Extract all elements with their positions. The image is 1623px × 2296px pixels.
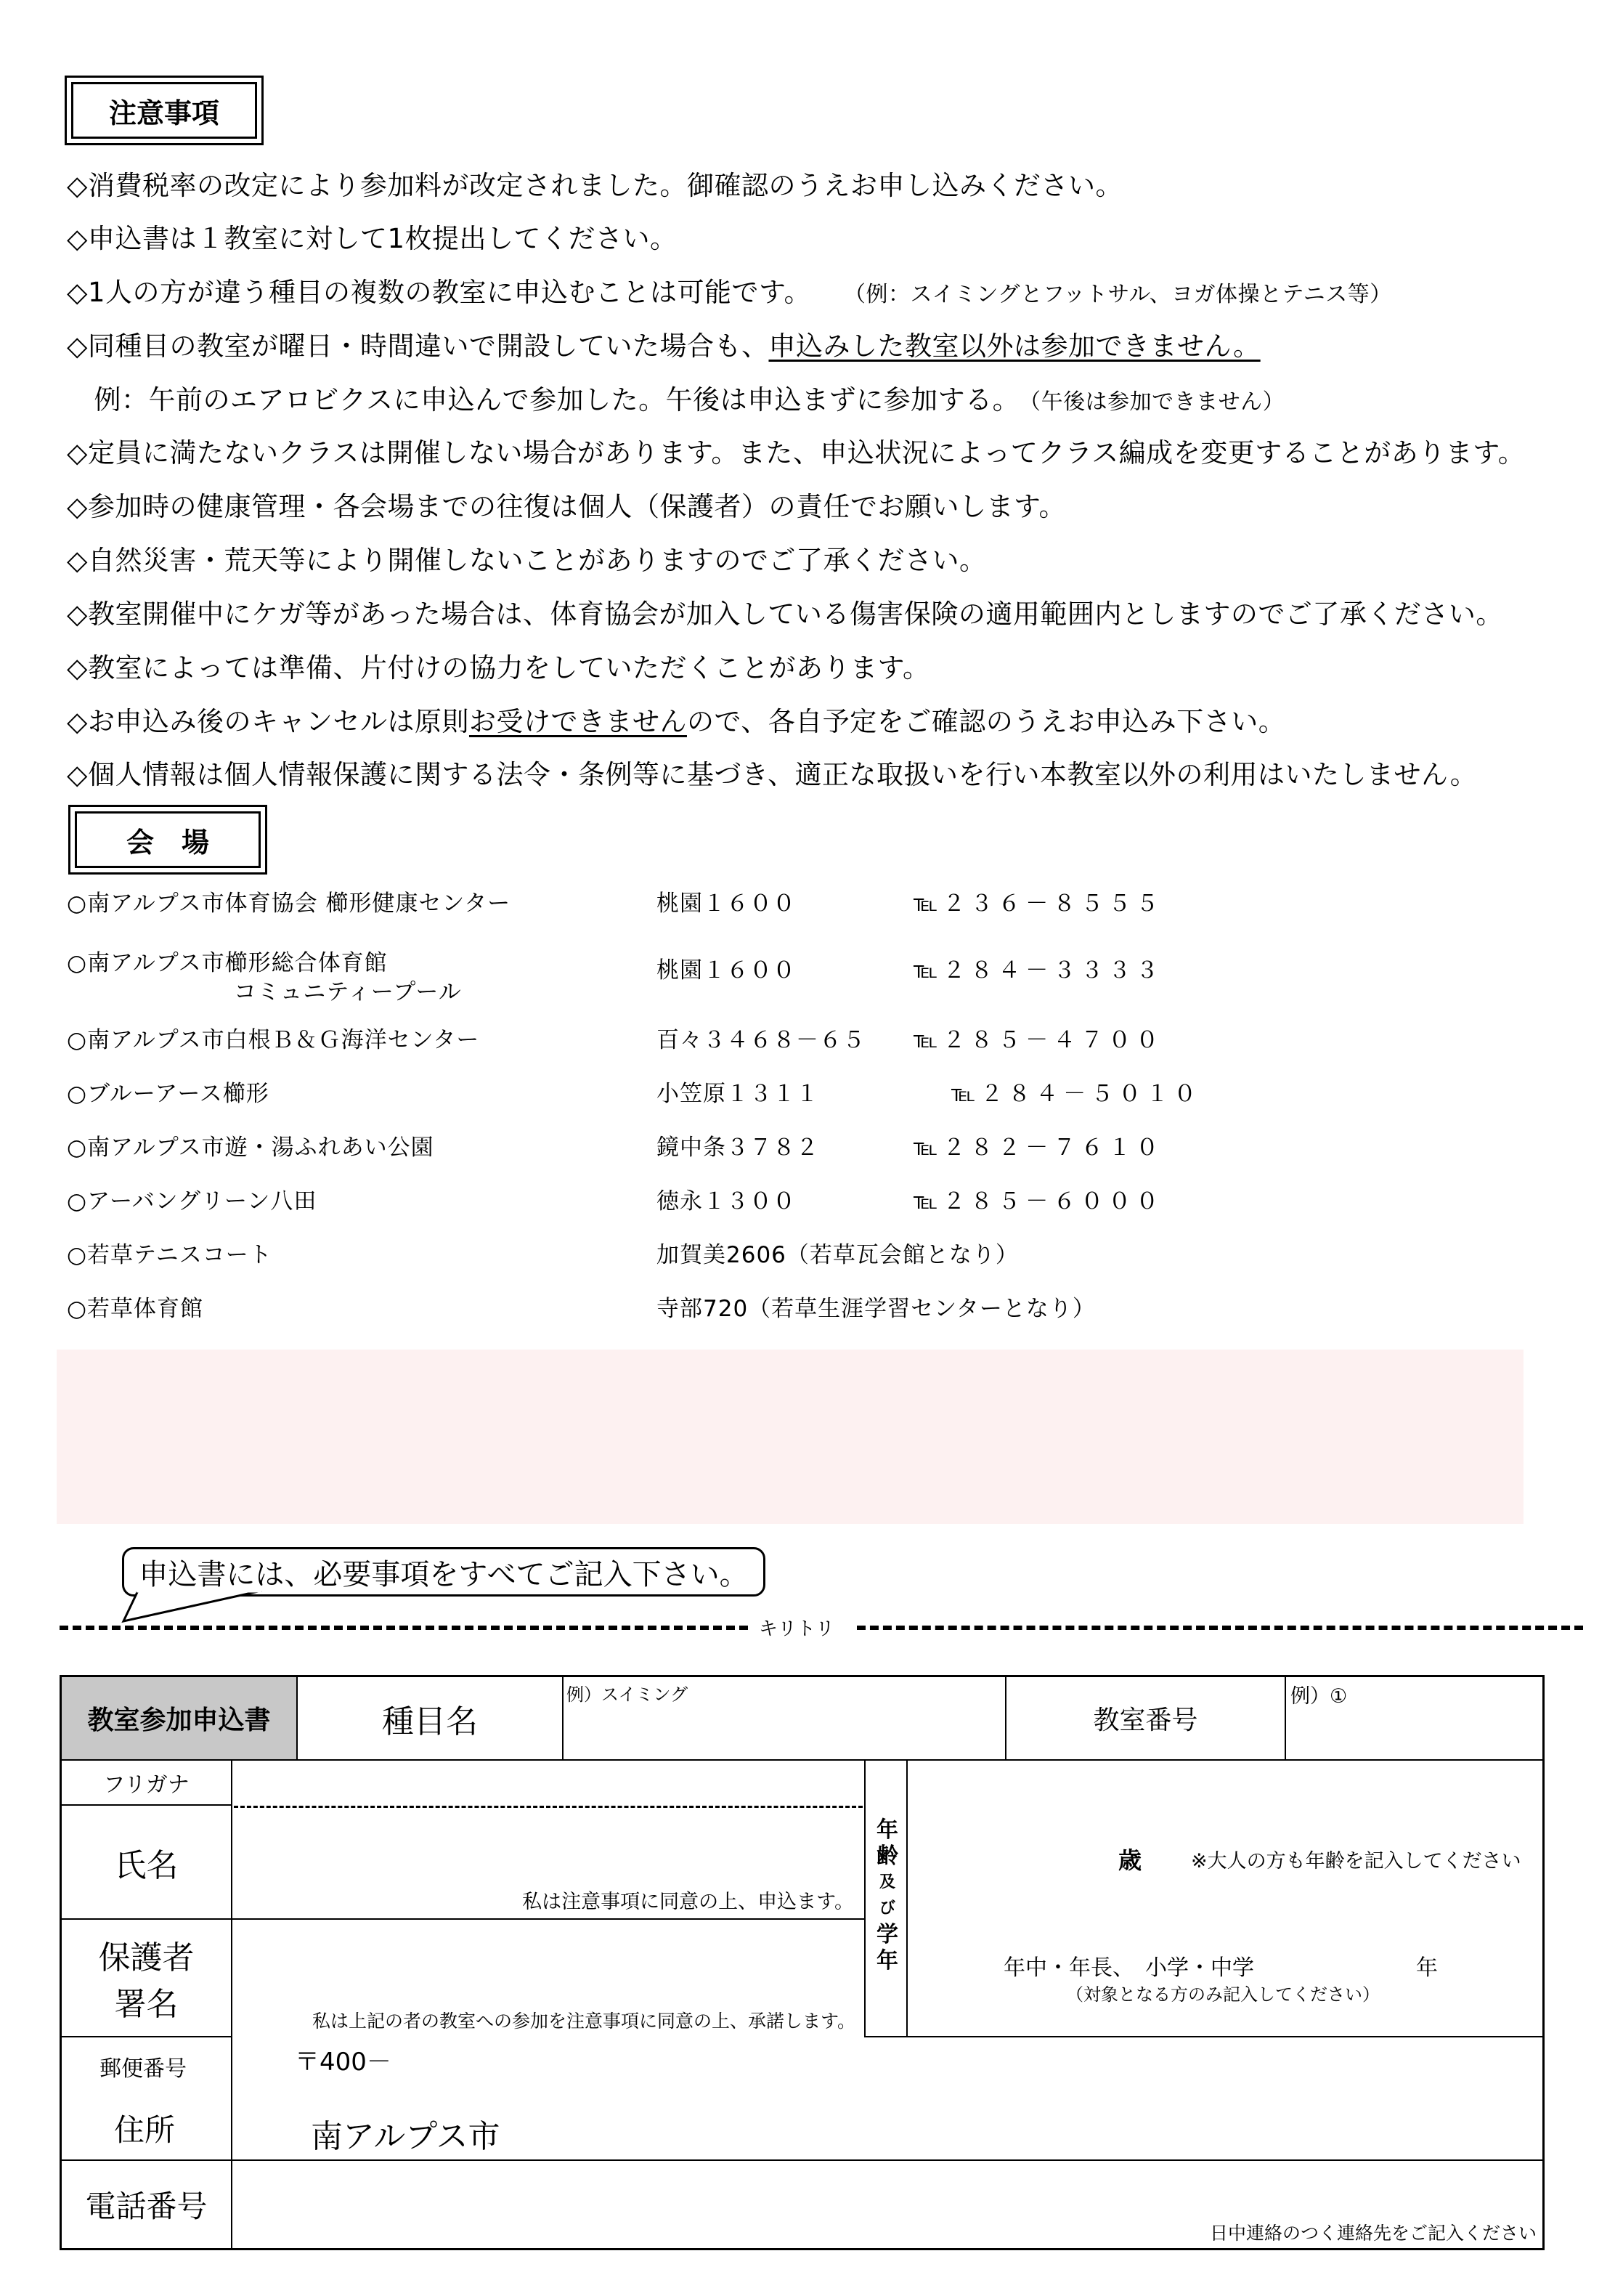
venue-name: ○アーバングリーン八田: [67, 1188, 317, 1214]
grade-note: （対象となる方のみ記入してください）: [1066, 1984, 1380, 2005]
note-item: [67, 270, 1392, 309]
postal-label: 郵便番号: [99, 2056, 187, 2082]
note-aside: （例：スイミングとフットサル、ヨガ体操とテニス等）: [855, 282, 1392, 307]
venue-name: ○南アルプス市遊・湯ふれあい公園: [67, 1135, 434, 1161]
furigana-label: フリガナ: [103, 1772, 190, 1798]
venue-address: 百々３４６８－６５: [656, 1027, 866, 1053]
venue-tel: ℡２８４－５０１０: [951, 1081, 1202, 1107]
address-label: 住所: [114, 2112, 176, 2148]
venue-name: ○南アルプス市体育協会 櫛形健康センター: [67, 891, 511, 917]
guardian-consent: 私は上記の者の教室への参加を注意事項に同意の上、承諾します。: [312, 2011, 855, 2032]
age-label: 年 齢 及 び 学 年: [876, 1817, 898, 1973]
venue-address: 小笠原１３１１: [656, 1081, 819, 1107]
note-item: ◇申込書は１教室に対して1枚提出してください。: [67, 223, 678, 254]
venue-tel: ℡２３６－８５５５: [914, 891, 1164, 917]
venue-address: 加賀美2606（若草瓦会館となり）: [656, 1242, 1019, 1268]
form-title-cell: [62, 1677, 298, 1761]
note-text: 例：午前のエアロビクスに申込んで参加した。午後は申込まずに参加する。: [67, 384, 1020, 415]
venue-tel: ℡２８５－６０００: [914, 1188, 1164, 1214]
name-label-cell: [62, 1806, 232, 1920]
note-emphasis: 申込みした教室以外は参加できません。: [768, 330, 1261, 362]
sport-input[interactable]: [564, 1677, 1006, 1761]
furigana-input[interactable]: [232, 1761, 864, 1806]
bubble-tail: [116, 1589, 276, 1626]
phone-label-cell: [62, 2161, 232, 2248]
note-item: ◇教室によっては準備、片付けの協力をしていただくことがあります。: [67, 652, 930, 683]
age-unit: 歳: [1118, 1846, 1142, 1874]
venue-tel: ℡２８２－７６１０: [914, 1135, 1164, 1161]
address-prefill: 南アルプス市: [311, 2118, 500, 2155]
venue-heading: 会 場: [75, 811, 261, 868]
cut-line-right: [857, 1626, 1583, 1630]
form-title: 教室参加申込書: [87, 1705, 271, 1735]
postal-prefill: 〒400－: [295, 2048, 391, 2077]
venue-name: ○若草体育館: [67, 1296, 204, 1322]
venue-address: 徳永１３００: [656, 1188, 796, 1214]
note-item: ◇個人情報は個人情報保護に関する法令・条例等に基づき、適正な取扱いを行い本教室以外の利用はいたしません。: [67, 759, 1478, 790]
furigana-label-cell: [62, 1761, 232, 1806]
venue-name: ○南アルプス市白根Ｂ＆Ｇ海洋センター: [67, 1027, 480, 1053]
guardian-label-1: 保護者: [98, 1939, 195, 1976]
venue-address: 桃園１６００: [656, 891, 796, 917]
note-item: [67, 378, 1285, 417]
note-item: ◇参加時の健康管理・各会場までの往復は個人（保護者）の責任でお願いします。: [67, 491, 1066, 522]
venue-name-line2: コミュニティープール: [234, 979, 462, 1005]
note-item: ◇教室開催中にケガ等があった場合は、体育協会が加入している傷害保険の適用範囲内としますのでご了承ください。: [67, 599, 1503, 630]
note-item: ◇消費税率の改定により参加料が改定されました。御確認のうえお申し込みください。: [67, 170, 1123, 201]
note-item: ◇自然災害・荒天等により開催しないことがありますのでご了承ください。: [67, 545, 987, 576]
phone-input[interactable]: [232, 2161, 1542, 2248]
notes-heading: 注意事項: [71, 82, 257, 139]
name-input[interactable]: [232, 1806, 864, 1920]
venue-address: 鏡中条３７８２: [656, 1135, 819, 1161]
age-note: ※大人の方も年齢を記入してください: [1191, 1850, 1521, 1873]
class-no-label: 教室番号: [1093, 1705, 1198, 1735]
venue-name: ○南アルプス市櫛形総合体育館: [67, 950, 388, 976]
note-emphasis: お受けできません: [468, 706, 687, 737]
sport-label: 種目名: [382, 1703, 478, 1740]
sport-label-cell: [298, 1677, 564, 1761]
phone-label: 電話番号: [85, 2188, 208, 2224]
note-aside: （午後は参加できません）: [1030, 389, 1285, 415]
grade-unit: 年: [1416, 1955, 1438, 1981]
grade-line: 年中・年長、 小学・中学: [1004, 1955, 1254, 1981]
guardian-label-cell: [62, 1920, 232, 2037]
name-consent: 私は注意事項に同意の上、申込ます。: [522, 1891, 854, 1913]
class-no-input[interactable]: [1286, 1677, 1542, 1761]
cut-line-left: [60, 1626, 748, 1630]
name-label: 氏名: [114, 1846, 179, 1884]
note-item: [67, 699, 1285, 739]
guardian-label-2: 署名: [114, 1986, 179, 2023]
blank-shaded-area: [57, 1350, 1524, 1524]
class-no-label-cell: [1006, 1677, 1286, 1761]
address-label-cell: [62, 2037, 232, 2161]
note-text: ◇お申込み後のキャンセルは原則: [67, 706, 469, 737]
address-input[interactable]: [232, 2037, 1542, 2161]
note-text: ◇同種目の教室が曜日・時間違いで開設していた場合も、: [67, 330, 769, 362]
note-text: ので、各自予定をご確認のうえお申込み下さい。: [686, 706, 1286, 737]
age-grade-input[interactable]: [908, 1761, 1542, 2037]
instruction-text: 申込書には、必要事項をすべてご記入下さい。: [139, 1557, 749, 1591]
phone-note: 日中連絡のつく連絡先をご記入ください: [1209, 2223, 1537, 2244]
venue-tel: ℡２８４－３３３３: [914, 957, 1164, 983]
venue-address: 桃園１６００: [656, 957, 796, 983]
note-item: [67, 324, 1261, 363]
cut-label: キリトリ: [759, 1618, 835, 1640]
guardian-signature-input[interactable]: [232, 1920, 864, 2037]
note-text: ◇1人の方が違う種目の複数の教室に申込むことは可能です。: [67, 277, 812, 308]
note-item: ◇定員に満たないクラスは開催しない場合があります。また、申込状況によってクラス編成を変更することがあります。: [67, 437, 1526, 468]
venue-name: ○若草テニスコート: [67, 1242, 272, 1268]
sport-example: 例）スイミング: [566, 1684, 688, 1705]
venue-name: ○ブルーアース櫛形: [67, 1081, 269, 1107]
class-no-example: 例）①: [1290, 1685, 1348, 1708]
venue-tel: ℡２８５－４７００: [914, 1027, 1164, 1053]
age-label-cell: [864, 1761, 908, 2037]
venue-address: 寺部720（若草生涯学習センターとなり）: [656, 1296, 1096, 1322]
